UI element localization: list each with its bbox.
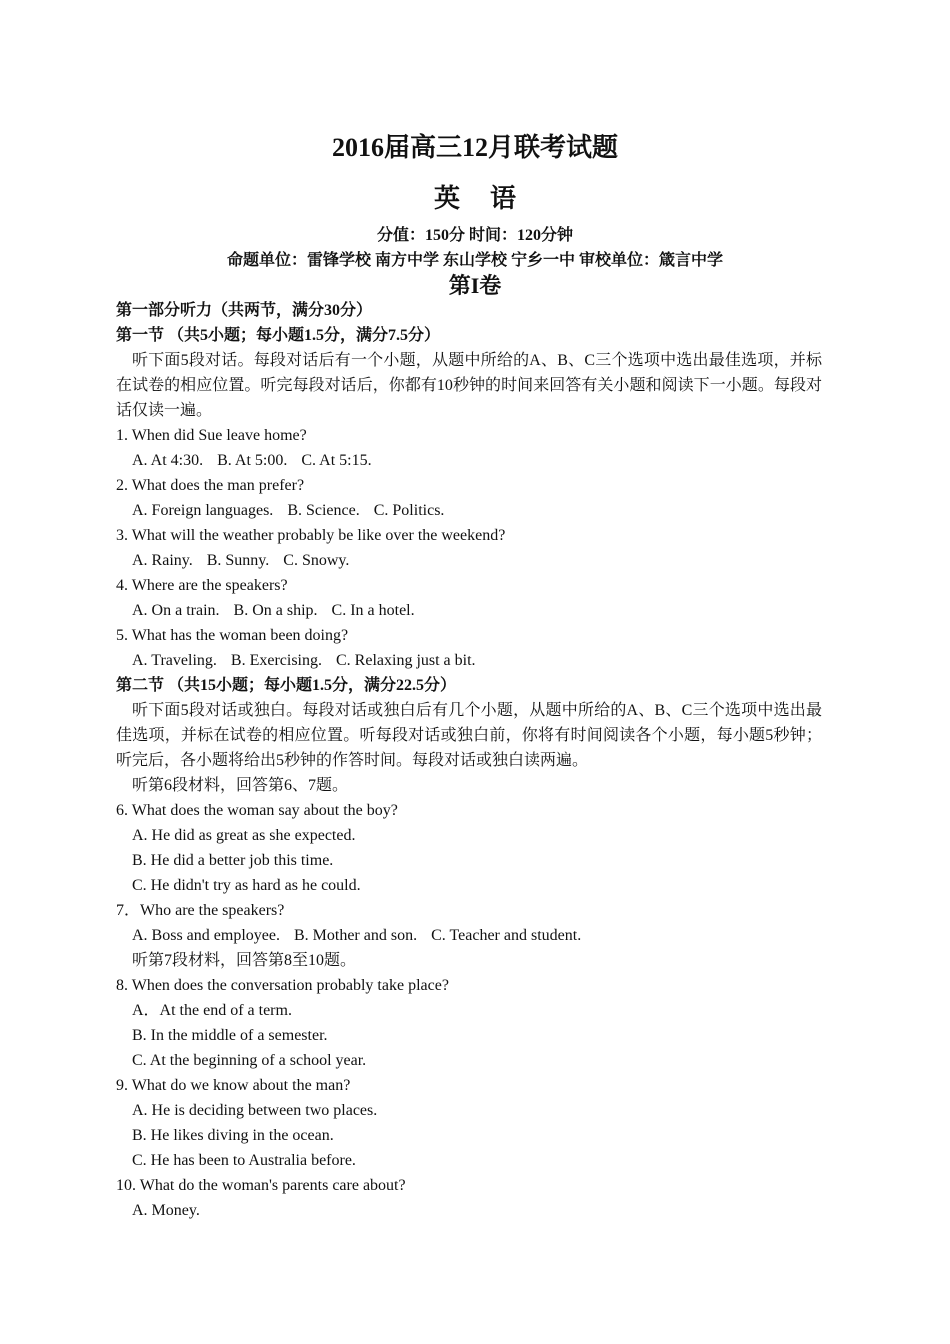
question-stem: 9. What do we know about the man? (116, 1077, 351, 1094)
option-b: B. Mother and son. (293, 927, 418, 944)
option-a: A. On a train. (132, 602, 220, 619)
option-b: B. He likes diving in the ocean. (132, 1127, 334, 1144)
question-options (116, 648, 822, 673)
option-a: A. He is deciding between two places. (132, 1102, 378, 1119)
option-b: B. He did a better job this time. (132, 852, 334, 869)
option-b: B. Exercising. (230, 652, 322, 669)
question-stem: 10. What do the woman's parents care about? (116, 1177, 406, 1194)
option-a: A. Boss and employee. (132, 927, 280, 944)
option-c: C. Snowy. (283, 552, 350, 569)
question-options (116, 598, 822, 623)
question-options (116, 548, 822, 573)
option-c: C. He didn't try as hard as he could. (132, 877, 361, 894)
option-c: C. He has been to Australia before. (132, 1152, 356, 1169)
material-instruction: 听第6段材料，回答第6、7题。 (132, 777, 349, 794)
option-b: B. At 5:00. (217, 452, 288, 469)
option-b: B. Sunny. (206, 552, 270, 569)
score-time-line: 分值：150分 时间：120分钟 (376, 227, 573, 244)
option-a: A. Foreign languages. (132, 502, 274, 519)
option-b: B. In the middle of a semester. (132, 1027, 328, 1044)
section2-heading: 第二节 （共15小题；每小题1.5分，满分22.5分） (116, 677, 457, 694)
option-c: C. Politics. (373, 502, 445, 519)
question-stem: 1. When did Sue leave home? (116, 427, 307, 444)
section1-heading: 第一节 （共5小题；每小题1.5分，满分7.5分） (116, 327, 441, 344)
question-stem: 6. What does the woman say about the boy? (116, 802, 398, 819)
option-c: C. At 5:15. (301, 452, 372, 469)
subject-title: 英语 (433, 184, 546, 213)
part1-heading: 第一部分听力（共两节，满分30分） (116, 302, 373, 319)
option-b: B. On a ship. (233, 602, 318, 619)
question-stem: 7．Who are the speakers? (116, 902, 285, 919)
question-stem: 2. What does the man prefer? (116, 477, 305, 494)
option-c: C. Teacher and student. (431, 927, 582, 944)
question-options (116, 448, 822, 473)
option-a: A. Rainy. (132, 552, 193, 569)
question-stem: 3. What will the weather probably be like over the weekend? (116, 527, 506, 544)
section2-instructions: 听下面5段对话或独白。每段对话或独白后有几个小题，从题中所给的A、B、C三个选项中选出最佳选项，并标在试卷的相应位置。听每段对话或独白前，你将有时间阅读各个小题，每小题5秒钟；听完后，各小题将给出5秒钟的作答时间。每段对话或独白读两遍。 (116, 702, 822, 769)
option-a: A. Money. (132, 1202, 200, 1219)
section1-instructions: 听下面5段对话。每段对话后有一个小题，从题中所给的A、B、C三个选项中选出最佳选项，并标在试卷的相应位置。听完每段对话后，你都有10秒钟的时间来回答有关小题和阅读下一小题。每段对话仅读一遍。 (116, 352, 822, 419)
option-a: A．At the end of a term. (132, 1002, 292, 1019)
exam-content (116, 298, 822, 1223)
question-stem: 5. What has the woman been doing? (116, 627, 349, 644)
option-a: A. He did as great as she expected. (132, 827, 356, 844)
volume-title: 第I卷 (448, 273, 502, 298)
question-stem: 8. When does the conversation probably take place? (116, 977, 449, 994)
option-b: B. Science. (287, 502, 360, 519)
question-options (116, 498, 822, 523)
question-stem: 4. Where are the speakers? (116, 577, 288, 594)
material-instruction: 听第7段材料，回答第8至10题。 (132, 952, 357, 969)
setting-units-line: 命题单位：雷锋学校 南方中学 东山学校 宁乡一中 审校单位：箴言中学 (226, 252, 723, 269)
option-c: C. In a hotel. (331, 602, 415, 619)
question-options (116, 923, 822, 948)
option-a: A. At 4:30. (132, 452, 204, 469)
exam-title: 2016届高三12月联考试题 (331, 133, 618, 162)
option-c: C. At the beginning of a school year. (132, 1052, 367, 1069)
option-a: A. Traveling. (132, 652, 217, 669)
option-c: C. Relaxing just a bit. (336, 652, 476, 669)
